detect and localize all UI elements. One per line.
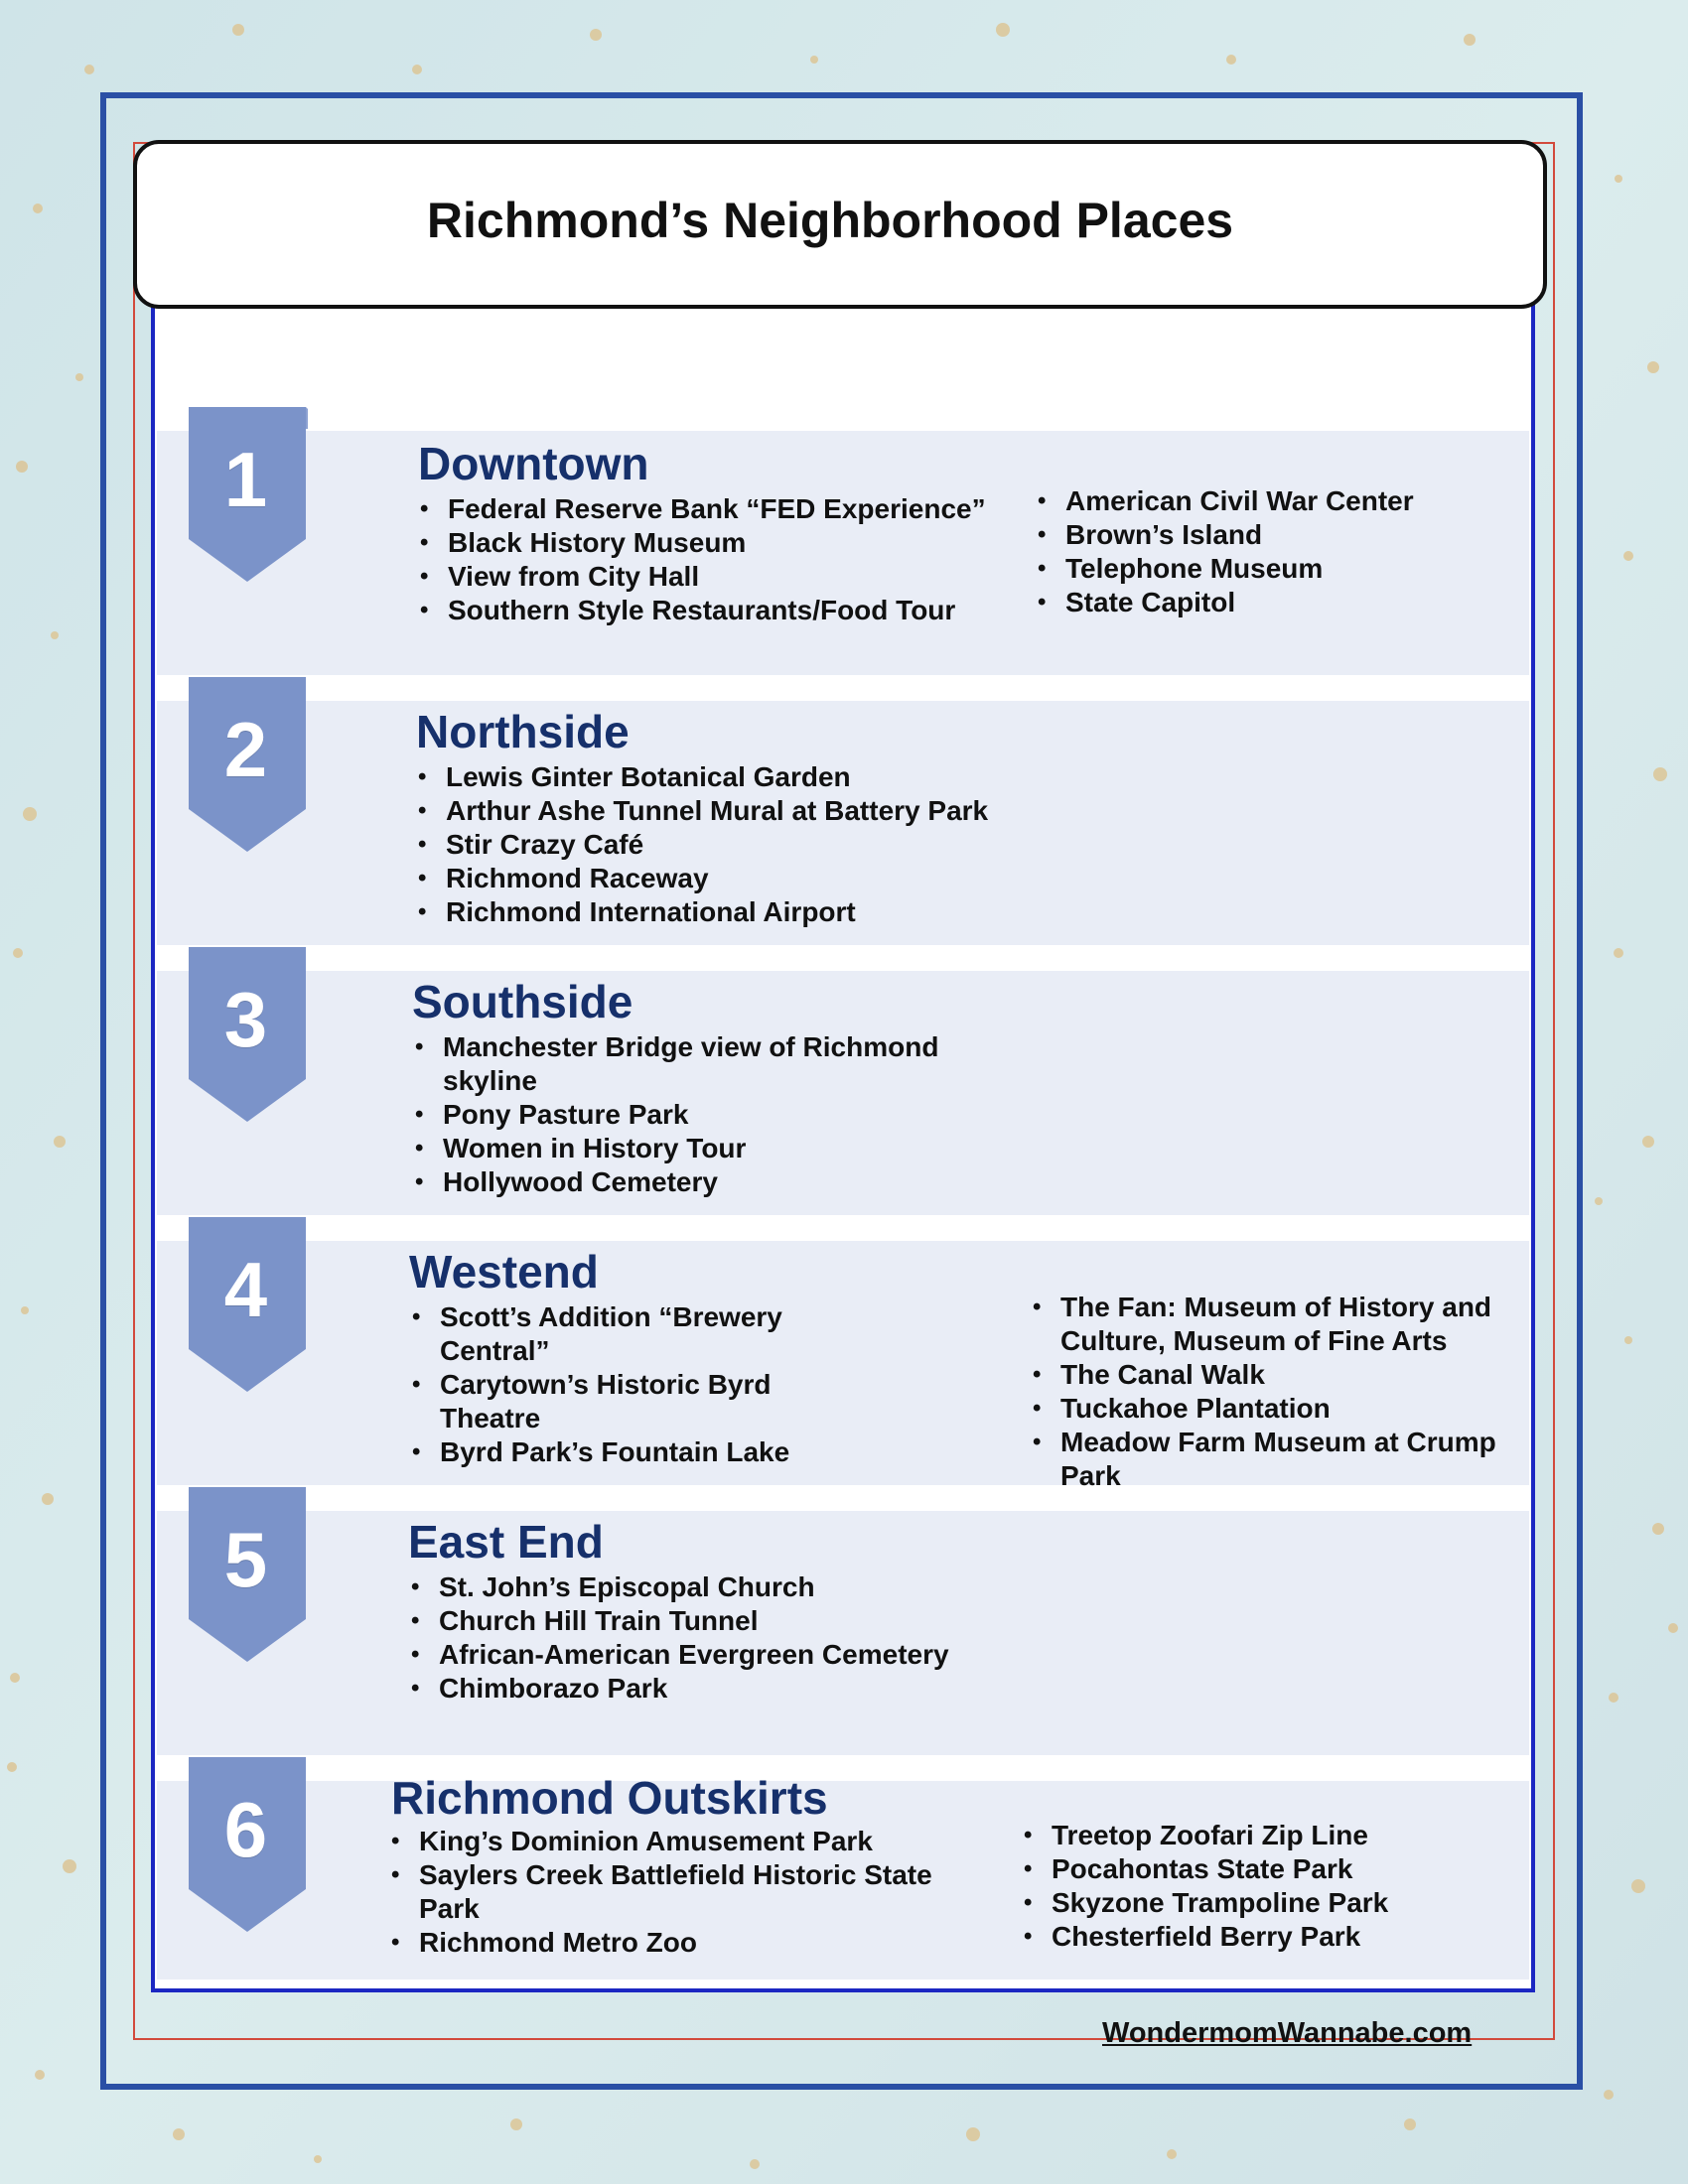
section-list-westend-right [1029, 1291, 1525, 1493]
section-list-outskirts-right [1020, 1819, 1496, 1954]
list-item: • Southern Style Restaurants/Food Tour [416, 594, 1002, 627]
section-title-northside: Northside [416, 706, 630, 757]
list-item: • Arthur Ashe Tunnel Mural at Battery Park [414, 794, 1129, 828]
list-item: • Lewis Ginter Botanical Garden [414, 760, 1129, 794]
section-title-southside: Southside [412, 976, 633, 1027]
section-number: 5 [223, 1516, 268, 1603]
section-list-east-end [407, 1570, 1043, 1706]
section-number: 6 [223, 1786, 268, 1873]
list-item: • American Civil War Center [1034, 484, 1490, 518]
list-item: • State Capitol [1034, 586, 1490, 619]
list-item: • Saylers Creek Battlefield Historic State Park [387, 1858, 963, 1926]
list-item: • Women in History Tour [411, 1132, 967, 1165]
section-number-badge [189, 1757, 308, 1934]
list-item: • Manchester Bridge view of Richmond skyline [411, 1030, 967, 1098]
section-title-downtown: Downtown [418, 438, 649, 489]
section-list-downtown-right [1034, 484, 1490, 619]
list-item: • Carytown’s Historic Byrd Theatre [408, 1368, 835, 1435]
section-title-westend: Westend [409, 1246, 599, 1297]
list-item: • Meadow Farm Museum at Crump Park [1029, 1426, 1525, 1493]
list-item: • Byrd Park’s Fountain Lake [408, 1435, 835, 1469]
section-number: 3 [223, 976, 268, 1063]
section-number: 1 [223, 436, 268, 523]
list-item: • King’s Dominion Amusement Park [387, 1825, 963, 1858]
list-item: • The Canal Walk [1029, 1358, 1525, 1392]
list-item: • Hollywood Cemetery [411, 1165, 967, 1199]
list-item: • Chimborazo Park [407, 1672, 1043, 1706]
section-list-southside [411, 1030, 967, 1199]
section-number-badge [189, 1487, 308, 1664]
list-item: • The Fan: Museum of History and Culture, Museum of Fine Arts [1029, 1291, 1525, 1358]
section-list-northside [414, 760, 1129, 929]
list-item: • View from City Hall [416, 560, 1002, 594]
section-number: 4 [223, 1246, 268, 1333]
list-item: • Church Hill Train Tunnel [407, 1604, 1043, 1638]
site-link[interactable]: WondermomWannabe.com [1102, 2017, 1473, 2049]
list-item: • Chesterfield Berry Park [1020, 1920, 1496, 1954]
list-item: • Scott’s Addition “Brewery Central” [408, 1300, 835, 1368]
list-item: • Federal Reserve Bank “FED Experience” [416, 492, 1002, 526]
list-item: • Stir Crazy Café [414, 828, 1129, 862]
list-item: • Richmond International Airport [414, 895, 1129, 929]
list-item: • Treetop Zoofari Zip Line [1020, 1819, 1496, 1852]
section-list-downtown-left [416, 492, 1002, 627]
list-item: • Pony Pasture Park [411, 1098, 967, 1132]
list-item: • Richmond Raceway [414, 862, 1129, 895]
section-title-richmond-outskirts: Richmond Outskirts [391, 1772, 828, 1824]
list-item: • Telephone Museum [1034, 552, 1490, 586]
list-item: • Brown’s Island [1034, 518, 1490, 552]
section-title-east-end: East End [408, 1516, 604, 1568]
section-number-badge [189, 1217, 308, 1394]
section-number-badge [189, 947, 308, 1124]
list-item: • Black History Museum [416, 526, 1002, 560]
list-item: • Tuckahoe Plantation [1029, 1392, 1525, 1426]
title-box [133, 140, 1547, 309]
list-item: • African-American Evergreen Cemetery [407, 1638, 1043, 1672]
list-item: • St. John’s Episcopal Church [407, 1570, 1043, 1604]
list-item: • Richmond Metro Zoo [387, 1926, 963, 1960]
section-list-westend-left [408, 1300, 835, 1469]
section-list-outskirts-left [387, 1825, 963, 1960]
page-title: Richmond’s Neighborhood Places [426, 193, 1234, 248]
section-number-badge [189, 677, 308, 854]
section-number: 2 [223, 706, 268, 793]
section-number-badge [189, 407, 308, 584]
list-item: • Skyzone Trampoline Park [1020, 1886, 1496, 1920]
list-item: • Pocahontas State Park [1020, 1852, 1496, 1886]
